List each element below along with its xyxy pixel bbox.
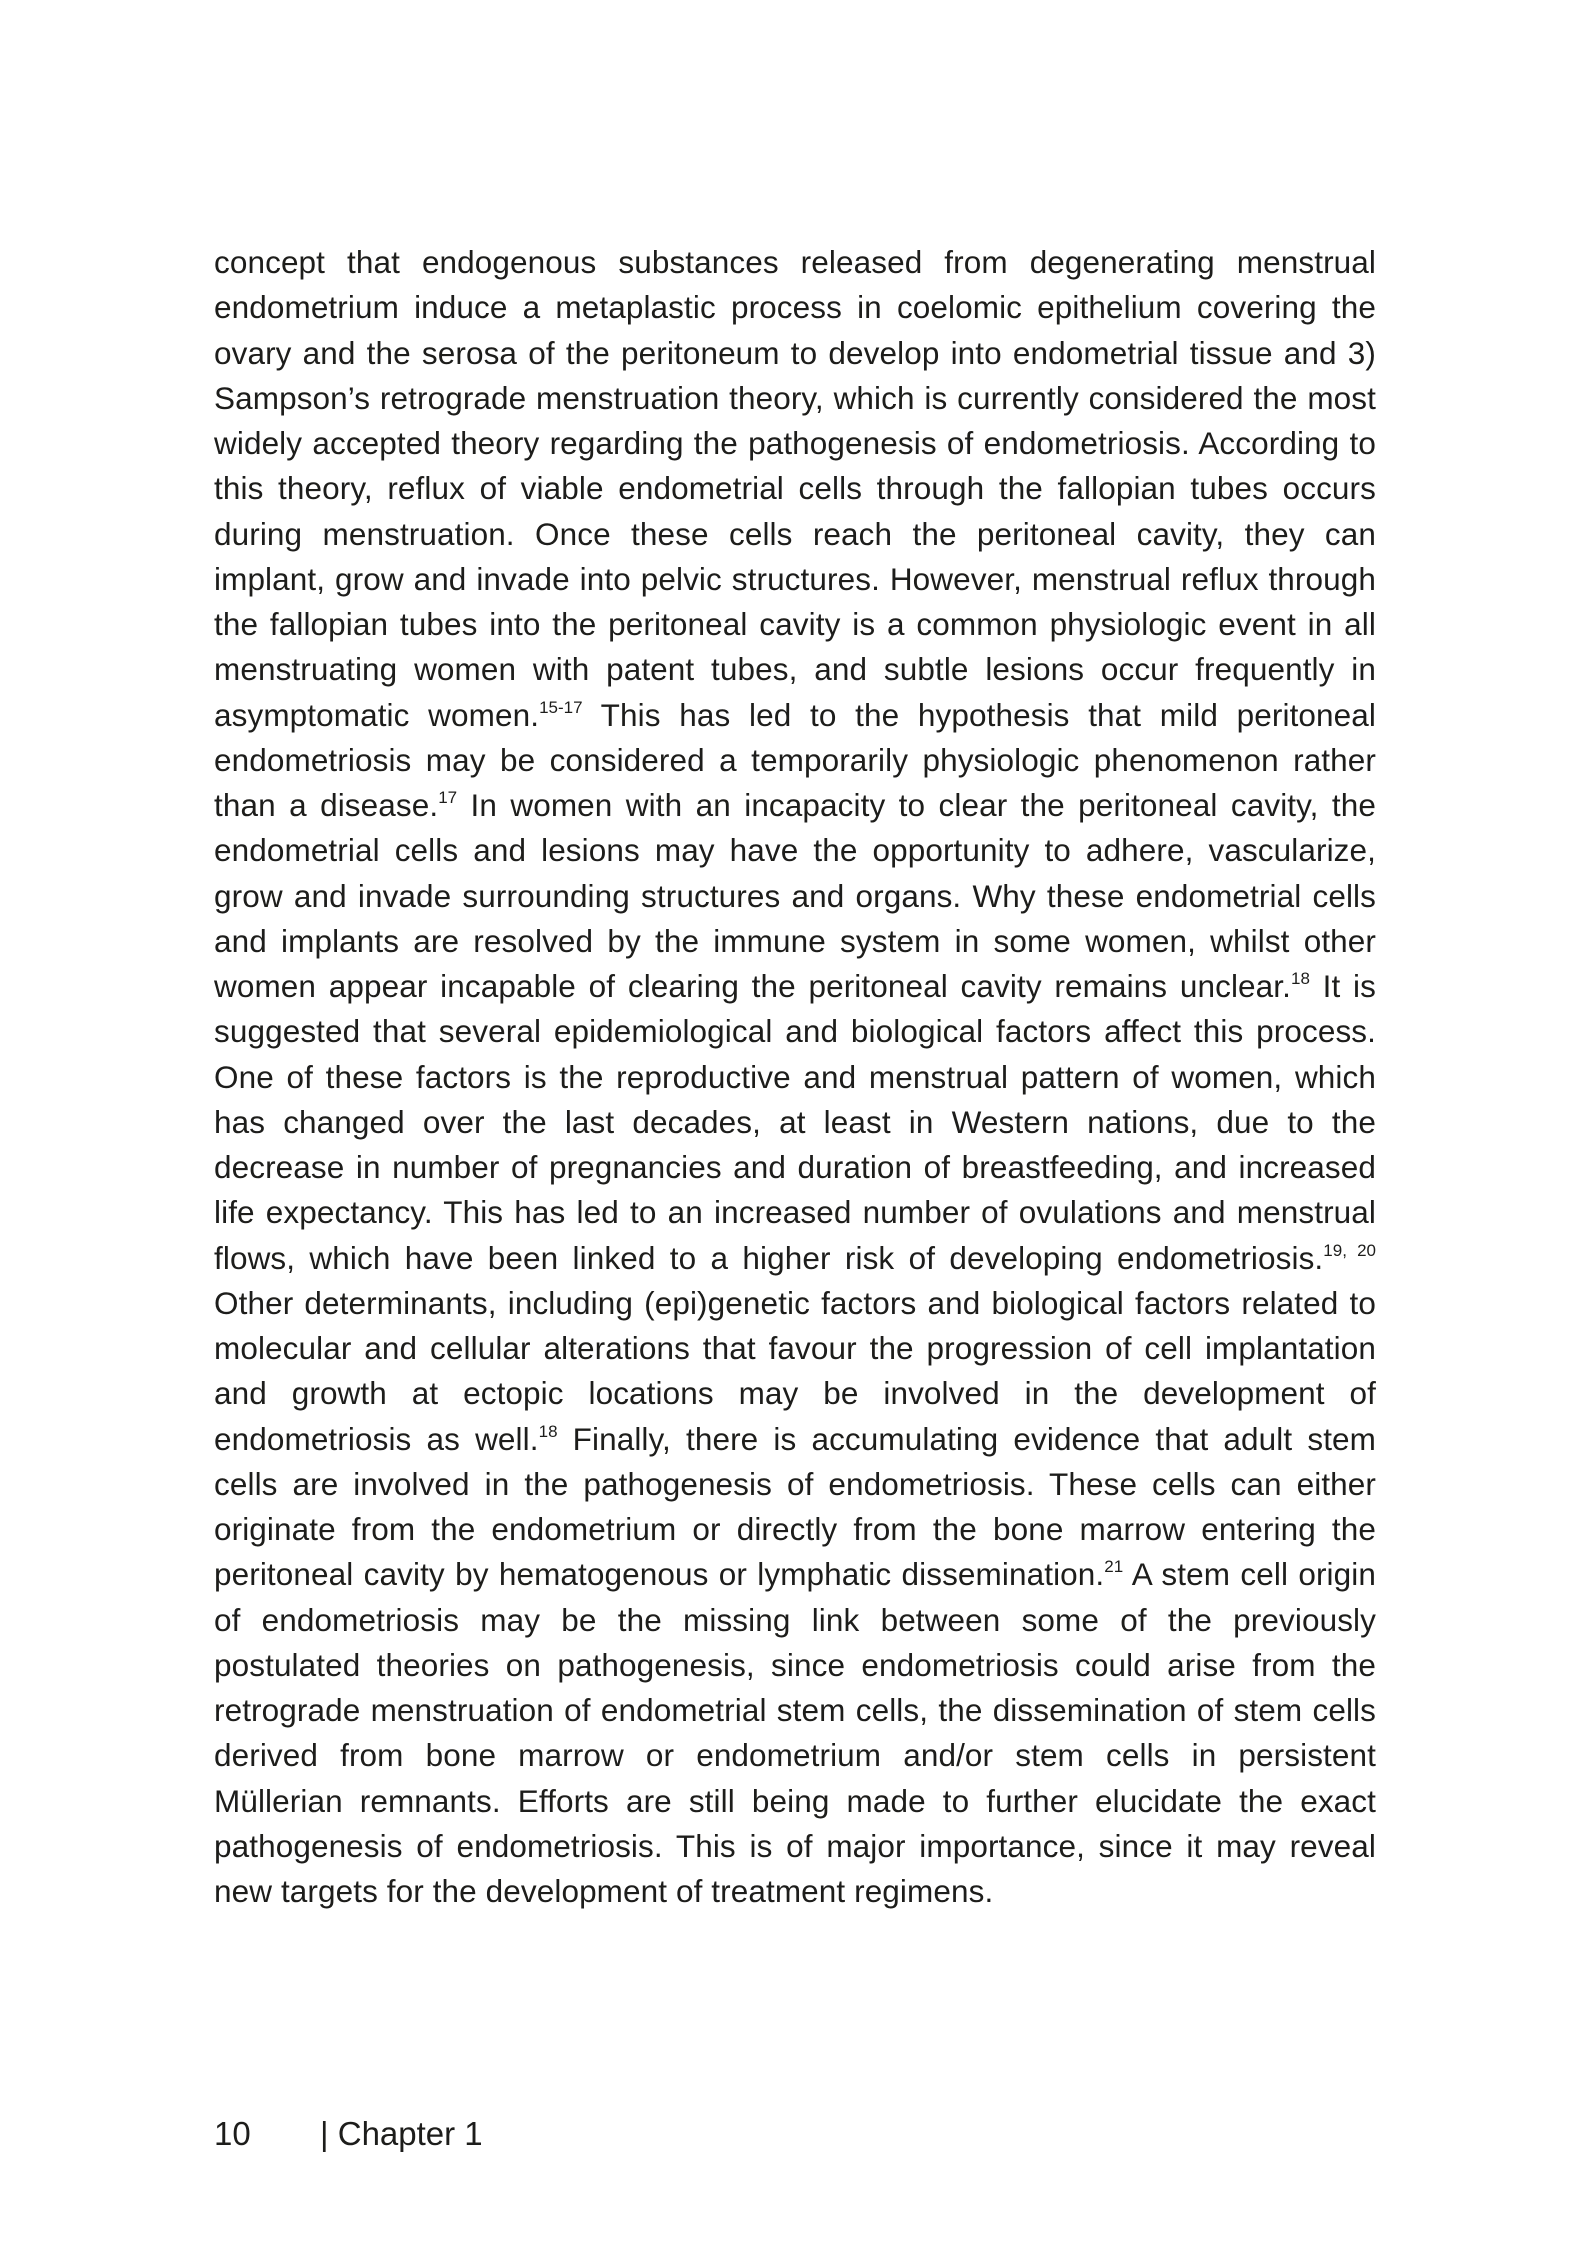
body-paragraph — [214, 240, 1376, 1914]
text-segment: This has led to the hypothesis that mild peritoneal endometriosis may be considered a temporarily physiologic phenomenon rather than a disease. — [214, 696, 1376, 823]
citation-reference: 18 — [1290, 969, 1310, 988]
text-segment: In women with an incapacity to clear the peritoneal cavity, the endometrial cells and lesions may have the opportunity to adhere, vascularize, grow and invade surrounding structures and organs. Why these endometrial cells and implants are resolved by the immune system in some women, whilst other women appear incapable of clearing the peritoneal cavity remains unclear. — [214, 787, 1376, 1004]
text-segment: A stem cell origin of endometriosis may be the missing link between some of the previously postulated theories on pathogenesis, since endometriosis could arise from the retrograde menstruation of endometrial stem cells, the dissemination of stem cells derived from bone marrow or endometrium and/or stem cells in persistent Müllerian remnants. Efforts are still being made to further elucidate the exact pathogenesis of endometriosis. This is of major importance, since it may reveal new targets for the development of treatment regimens. — [214, 1556, 1376, 1909]
citation-reference: 19, 20 — [1323, 1240, 1376, 1260]
text-segment: It is suggested that several epidemiological and biological factors affect this process. One of these factors is the reproductive and menstrual pattern of women, which has changed over the last decades, at least in Western nations, due to the decrease in number of pregnancies and duration of breastfeeding, and increased life expectancy. This has led to an increased number of ovulations and menstrual flows, which have been linked to a higher risk of developing endometriosis. — [214, 968, 1377, 1276]
citation-reference: 17 — [438, 788, 458, 807]
citation-reference: 15-17 — [539, 697, 583, 717]
citation-reference: 21 — [1104, 1557, 1124, 1577]
citation-reference: 18 — [538, 1421, 558, 1441]
chapter-label: | Chapter 1 — [320, 2115, 483, 2152]
text-segment: concept that endogenous substances released from degenerating menstrual endometrium induce a metaplastic process in coelomic epithelium covering the ovary and the serosa of the peritoneum to develop into endometrial tissue and 3) Sampson’s retrograde menstruation theory, which is currently considered the most widely accepted theory regarding the pathogenesis of endometriosis. According to this theory, reflux of viable endometrial cells through the fallopian tubes occurs during menstruation. Once these cells reach the peritoneal cavity, they can implant, grow and invade into pelvic structures. However, menstrual reflux through the fallopian tubes into the peritoneal cavity is a common physiologic event in all menstruating women with patent tubes, and subtle lesions occur frequently in asymptomatic women. — [214, 244, 1376, 733]
page-footer — [214, 2114, 483, 2154]
text-segment: Other determinants, including (epi)genetic factors and biological factors related to molecular and cellular alterations that favour the progression of cell implantation and growth at ectopic locations may be involved in the development of endometriosis as well. — [214, 1284, 1376, 1457]
text-segment: Finally, there is accumulating evidence that adult stem cells are involved in the pathogenesis of endometriosis. These cells can either originate from the endometrium or directly from the bone marrow entering the peritoneal cavity by hematogenous or lymphatic dissemination. — [214, 1420, 1377, 1593]
page-number: 10 — [214, 2115, 251, 2152]
